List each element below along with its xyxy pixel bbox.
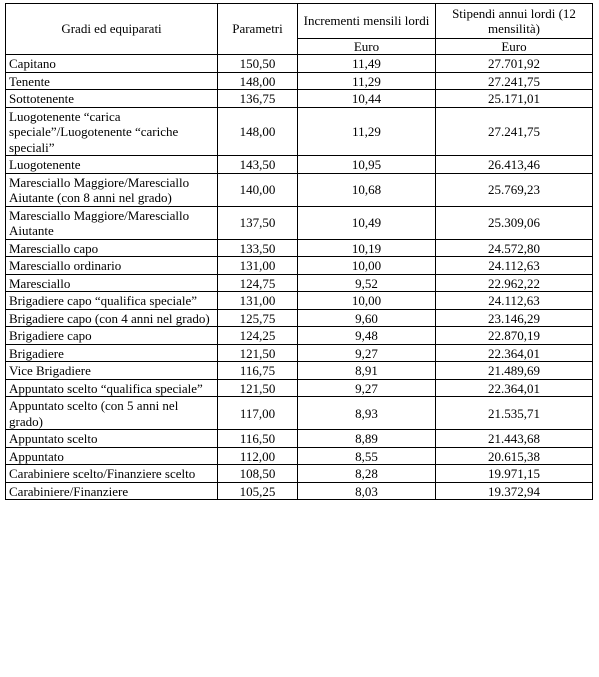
salary-cell: 21.443,68 xyxy=(436,430,593,448)
grade-cell: Appuntato scelto (con 5 anni nel grado) xyxy=(6,397,218,430)
grade-cell: Luogotenente xyxy=(6,156,218,174)
increment-cell: 8,03 xyxy=(298,482,436,500)
grade-cell: Tenente xyxy=(6,72,218,90)
salary-cell: 27.241,75 xyxy=(436,72,593,90)
param-cell: 121,50 xyxy=(218,379,298,397)
grade-cell: Brigadiere capo xyxy=(6,327,218,345)
grade-cell: Maresciallo capo xyxy=(6,239,218,257)
param-cell: 116,75 xyxy=(218,362,298,380)
param-cell: 140,00 xyxy=(218,173,298,206)
grade-cell: Maresciallo xyxy=(6,274,218,292)
salary-cell: 22.962,22 xyxy=(436,274,593,292)
increment-cell: 8,91 xyxy=(298,362,436,380)
increment-cell: 9,27 xyxy=(298,379,436,397)
table-row xyxy=(6,274,593,292)
increment-cell: 8,28 xyxy=(298,465,436,483)
grade-cell: Carabiniere scelto/Finanziere scelto xyxy=(6,465,218,483)
increment-cell: 11,49 xyxy=(298,55,436,73)
param-cell: 116,50 xyxy=(218,430,298,448)
header-salaries: Stipendi annui lordi (12 mensilità) xyxy=(436,4,593,39)
grade-cell: Brigadiere xyxy=(6,344,218,362)
grade-cell: Maresciallo Maggiore/Maresciallo Aiutante (con 8 anni nel grado) xyxy=(6,173,218,206)
grade-cell: Maresciallo Maggiore/Maresciallo Aiutante xyxy=(6,206,218,239)
param-cell: 131,00 xyxy=(218,292,298,310)
header-unit-increments: Euro xyxy=(298,39,436,55)
salary-cell: 22.364,01 xyxy=(436,344,593,362)
table-row xyxy=(6,72,593,90)
salary-cell: 24.572,80 xyxy=(436,239,593,257)
grade-cell: Luogotenente “carica speciale”/Luogotenente “cariche speciali” xyxy=(6,107,218,156)
document-page xyxy=(5,3,593,500)
increment-cell: 11,29 xyxy=(298,72,436,90)
param-cell: 124,25 xyxy=(218,327,298,345)
grade-cell: Carabiniere/Finanziere xyxy=(6,482,218,500)
header-grade: Gradi ed equiparati xyxy=(6,4,218,55)
increment-cell: 10,44 xyxy=(298,90,436,108)
increment-cell: 8,89 xyxy=(298,430,436,448)
table-row xyxy=(6,173,593,206)
param-cell: 108,50 xyxy=(218,465,298,483)
increment-cell: 10,95 xyxy=(298,156,436,174)
salary-cell: 25.171,01 xyxy=(436,90,593,108)
increment-cell: 10,68 xyxy=(298,173,436,206)
grade-cell: Appuntato scelto “qualifica speciale” xyxy=(6,379,218,397)
increment-cell: 10,00 xyxy=(298,257,436,275)
salary-cell: 20.615,38 xyxy=(436,447,593,465)
param-cell: 117,00 xyxy=(218,397,298,430)
table-row xyxy=(6,397,593,430)
increment-cell: 8,93 xyxy=(298,397,436,430)
table-header xyxy=(6,4,593,55)
param-cell: 133,50 xyxy=(218,239,298,257)
param-cell: 136,75 xyxy=(218,90,298,108)
header-row xyxy=(6,4,593,39)
grade-cell: Appuntato xyxy=(6,447,218,465)
table-row xyxy=(6,206,593,239)
salary-cell: 19.372,94 xyxy=(436,482,593,500)
salary-cell: 27.241,75 xyxy=(436,107,593,156)
table-row xyxy=(6,465,593,483)
param-cell: 148,00 xyxy=(218,72,298,90)
table-row xyxy=(6,156,593,174)
salary-cell: 24.112,63 xyxy=(436,292,593,310)
salary-cell: 22.870,19 xyxy=(436,327,593,345)
param-cell: 148,00 xyxy=(218,107,298,156)
param-cell: 105,25 xyxy=(218,482,298,500)
increment-cell: 10,49 xyxy=(298,206,436,239)
table-row xyxy=(6,239,593,257)
grade-cell: Maresciallo ordinario xyxy=(6,257,218,275)
salary-cell: 21.535,71 xyxy=(436,397,593,430)
increment-cell: 8,55 xyxy=(298,447,436,465)
table-row xyxy=(6,344,593,362)
grade-cell: Capitano xyxy=(6,55,218,73)
table-row xyxy=(6,257,593,275)
header-increments: Incrementi mensili lordi xyxy=(298,4,436,39)
header-params: Parametri xyxy=(218,4,298,55)
table-row xyxy=(6,379,593,397)
table-row xyxy=(6,447,593,465)
table-body xyxy=(6,55,593,500)
table-row xyxy=(6,55,593,73)
increment-cell: 10,00 xyxy=(298,292,436,310)
salary-cell: 21.489,69 xyxy=(436,362,593,380)
salary-cell: 23.146,29 xyxy=(436,309,593,327)
param-cell: 143,50 xyxy=(218,156,298,174)
header-unit-salaries: Euro xyxy=(436,39,593,55)
table-row xyxy=(6,482,593,500)
grade-cell: Sottotenente xyxy=(6,90,218,108)
table-row xyxy=(6,327,593,345)
salary-cell: 19.971,15 xyxy=(436,465,593,483)
salary-cell: 24.112,63 xyxy=(436,257,593,275)
salary-cell: 22.364,01 xyxy=(436,379,593,397)
param-cell: 131,00 xyxy=(218,257,298,275)
param-cell: 124,75 xyxy=(218,274,298,292)
grade-cell: Brigadiere capo (con 4 anni nel grado) xyxy=(6,309,218,327)
salary-cell: 25.309,06 xyxy=(436,206,593,239)
grade-cell: Brigadiere capo “qualifica speciale” xyxy=(6,292,218,310)
param-cell: 121,50 xyxy=(218,344,298,362)
increment-cell: 11,29 xyxy=(298,107,436,156)
increment-cell: 9,60 xyxy=(298,309,436,327)
param-cell: 125,75 xyxy=(218,309,298,327)
increment-cell: 10,19 xyxy=(298,239,436,257)
param-cell: 150,50 xyxy=(218,55,298,73)
table-row xyxy=(6,309,593,327)
param-cell: 137,50 xyxy=(218,206,298,239)
increment-cell: 9,52 xyxy=(298,274,436,292)
table-row xyxy=(6,292,593,310)
increment-cell: 9,48 xyxy=(298,327,436,345)
salary-cell: 25.769,23 xyxy=(436,173,593,206)
table-row xyxy=(6,107,593,156)
increment-cell: 9,27 xyxy=(298,344,436,362)
table-row xyxy=(6,430,593,448)
salary-table xyxy=(5,3,593,500)
param-cell: 112,00 xyxy=(218,447,298,465)
grade-cell: Appuntato scelto xyxy=(6,430,218,448)
salary-cell: 26.413,46 xyxy=(436,156,593,174)
table-row xyxy=(6,362,593,380)
salary-cell: 27.701,92 xyxy=(436,55,593,73)
table-row xyxy=(6,90,593,108)
grade-cell: Vice Brigadiere xyxy=(6,362,218,380)
